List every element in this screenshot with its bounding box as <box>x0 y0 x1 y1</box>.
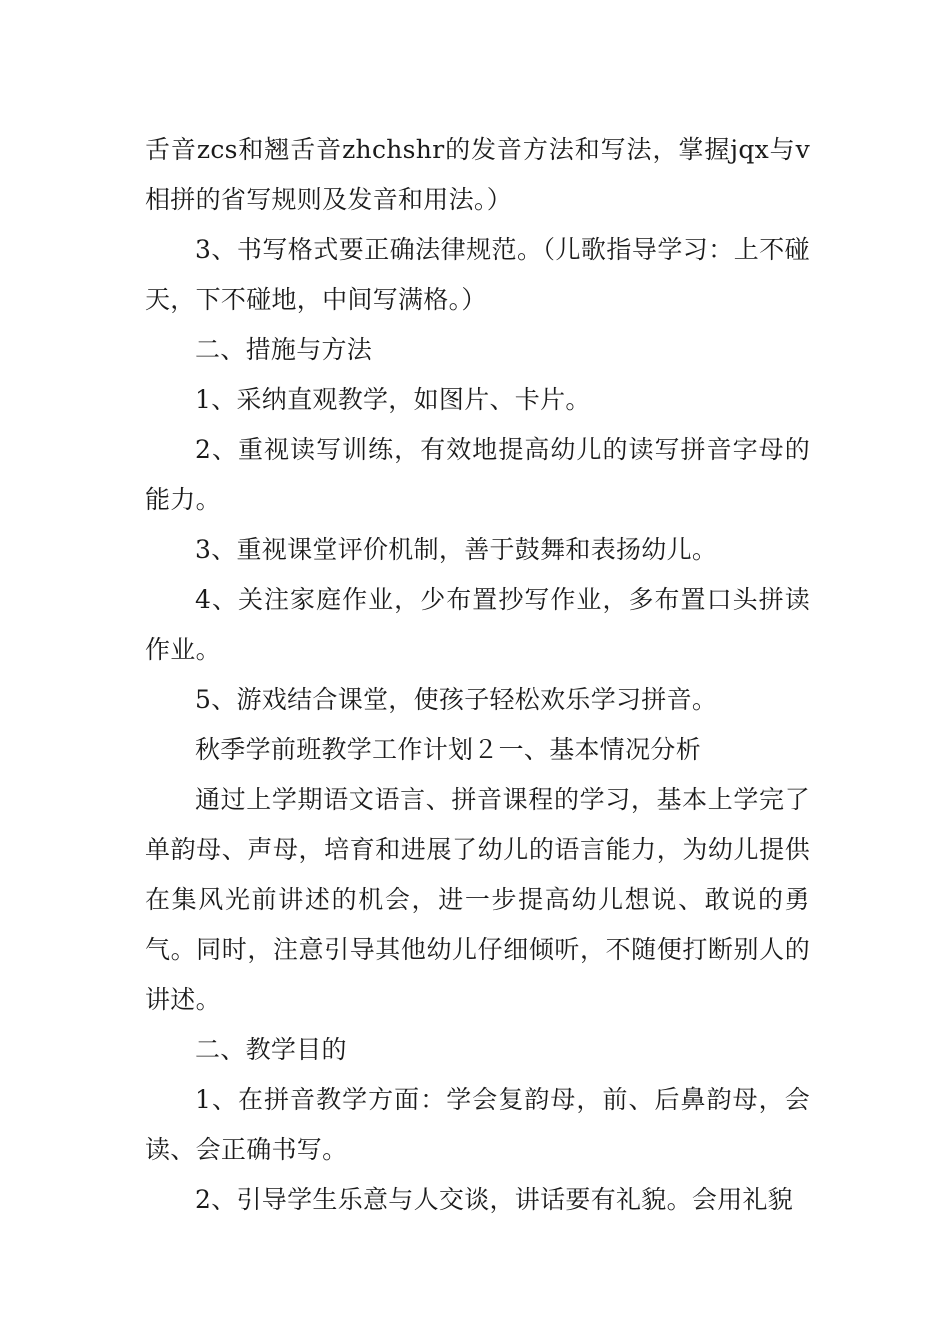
list-item-measure-2: 2、重视读写训练，有效地提高幼儿的读写拼音字母的能力。 <box>145 435 810 514</box>
paragraph-situation-analysis: 通过上学期语文语言、拼音课程的学习，基本上学完了单韵母、声母，培育和进展了幼儿的语言能力，为幼儿提供在集风光前讲述的机会，进一步提高幼儿想说、敢说的勇气。同时，注意引导其他幼儿仔细倾听，不随便打断别人的讲述。 <box>145 785 810 1014</box>
list-item-measure-1: 1、采纳直观教学，如图片、卡片。 <box>195 385 591 414</box>
list-item-measure-4: 4、关注家庭作业，少布置抄写作业，多布置口头拼读作业。 <box>145 585 810 664</box>
section-heading-teaching-goals: 二、教学目的 <box>195 1035 347 1064</box>
list-item-measure-3: 3、重视课堂评价机制，善于鼓舞和表扬幼儿。 <box>195 535 718 564</box>
section-heading-measures: 二、措施与方法 <box>195 335 373 364</box>
list-item-measure-5: 5、游戏结合课堂，使孩子轻松欢乐学习拼音。 <box>195 685 718 714</box>
paragraph-continued: 舌音zcs和翘舌音zhchshr的发音方法和写法，掌握jqx与v相拼的省写规则及发音和用法。） <box>145 135 810 214</box>
list-item-goal-1: 1、在拼音教学方面：学会复韵母，前、后鼻韵母，会读、会正确书写。 <box>145 1085 810 1164</box>
section-heading-plan-2: 秋季学前班教学工作计划２一、基本情况分析 <box>195 735 702 764</box>
list-item-goal-2: 2、引导学生乐意与人交谈，讲话要有礼貌。会用礼貌 <box>195 1185 794 1214</box>
paragraph-writing-format: 3、书写格式要正确法律规范。（儿歌指导学习：上不碰天，下不碰地，中间写满格。） <box>145 235 810 314</box>
